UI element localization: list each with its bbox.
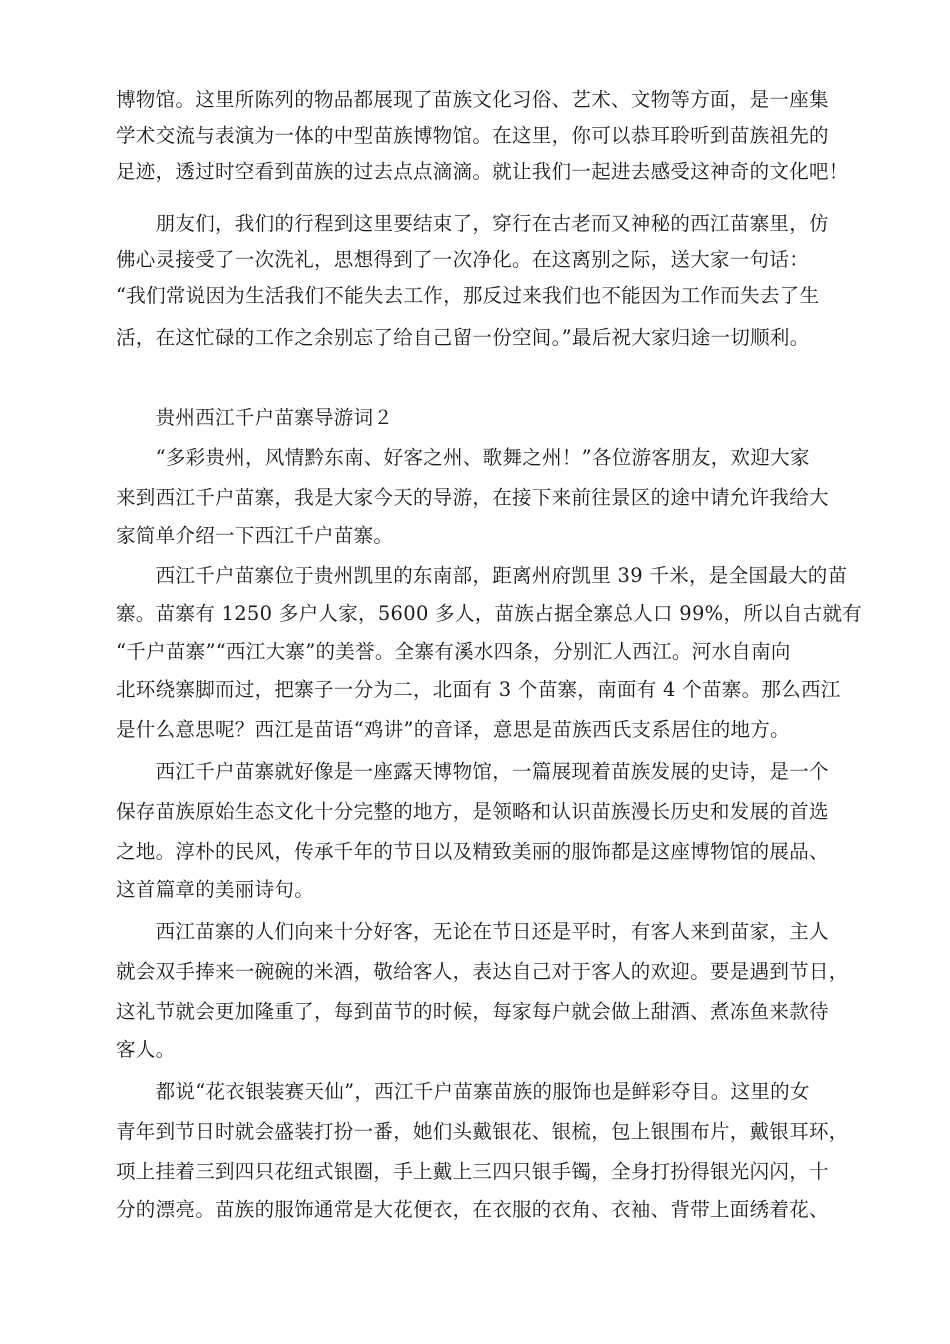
text-line: 寨。苗寨有 1250 多户人家，5600 多人，苗族占据全寨总人口 99%，所以自古就有 [116,602,863,625]
text-line: 北环绕寨脚而过，把寨子一分为二，北面有 3 个苗寨，南面有 4 个苗寨。那么西江 [116,678,841,701]
text-line: 就会双手捧来一碗碗的米酒，敬给客人，表达自己对于客人的欢迎。要是遇到节日， [116,960,849,983]
text-line: 保存苗族原始生态文化十分完整的地方，是领略和认识苗族漫长历史和发展的首选 [116,800,829,823]
section-heading: 贵州西江千户苗寨导游词２ [116,406,394,429]
text-line: 是什么意思呢？西江是苗语“鸡讲”的音译，意思是苗族西氏支系居住的地方。 [116,718,790,741]
text-line: 西江千户苗寨位于贵州凯里的东南部，距离州府凯里 39 千米，是全国最大的苗 [116,564,848,587]
text-line: 这礼节就会更加隆重了，每到苗节的时候，每家每户就会做上甜酒、煮冻鱼来款待 [116,1000,829,1023]
text-line: 项上挂着三到四只花纽式银圈，手上戴上三四只银手镯，全身打扮得银光闪闪，十 [116,1160,829,1183]
text-line: 客人。 [116,1038,176,1061]
text-line: 青年到节日时就会盛装打扮一番，她们头戴银花、银梳，包上银围布片，戴银耳环， [116,1120,849,1143]
text-line: 博物馆。这里所陈列的物品都展现了苗族文化习俗、艺术、文物等方面，是一座集 [116,88,829,111]
text-line: 西江苗寨的人们向来十分好客，无论在节日还是平时，有客人来到苗家，主人 [116,920,829,943]
text-line: 这首篇章的美丽诗句。 [116,878,315,901]
text-line: 来到西江千户苗寨，我是大家今天的导游，在接下来前往景区的途中请允许我给大 [116,486,829,509]
text-line: 学术交流与表演为一体的中型苗族博物馆。在这里，你可以恭耳聆听到苗族祖先的 [116,124,829,147]
text-line: 之地。淳朴的民风，传承千年的节日以及精致美丽的服饰都是这座博物馆的展品、 [116,840,829,863]
text-line: 西江千户苗寨就好像是一座露天博物馆，一篇展现着苗族发展的史诗，是一个 [116,760,829,783]
text-line: 家简单介绍一下西江千户苗寨。 [116,524,394,547]
text-line: 分的漂亮。苗族的服饰通常是大花便衣，在衣服的衣角、衣袖、背带上面绣着花、 [116,1198,829,1221]
text-line: 都说“花衣银装赛天仙”，西江千户苗寨苗族的服饰也是鲜彩夺目。这里的女 [116,1080,810,1103]
text-line: 活，在这忙碌的工作之余别忘了给自己留一份空间。”最后祝大家归途一切顺利。 [116,326,810,349]
text-line: 朋友们，我们的行程到这里要结束了，穿行在古老而又神秘的西江苗寨里，仿 [116,212,829,235]
text-line: “千户苗寨”“西江大寨”的美誉。全寨有溪水四条，分别汇人西江。河水自南向 [116,640,791,663]
text-line: “多彩贵州，风情黔东南、好客之州、歌舞之州！”各位游客朋友，欢迎大家 [116,446,810,469]
text-line: 佛心灵接受了一次洗礼，思想得到了一次净化。在这离别之际，送大家一句话： [116,248,810,271]
text-line: 足迹，透过时空看到苗族的过去点点滴滴。就让我们一起进去感受这神奇的文化吧！ [116,160,849,183]
text-line: “我们常说因为生活我们不能失去工作，那反过来我们也不能因为工作而失去了生 [116,284,820,307]
